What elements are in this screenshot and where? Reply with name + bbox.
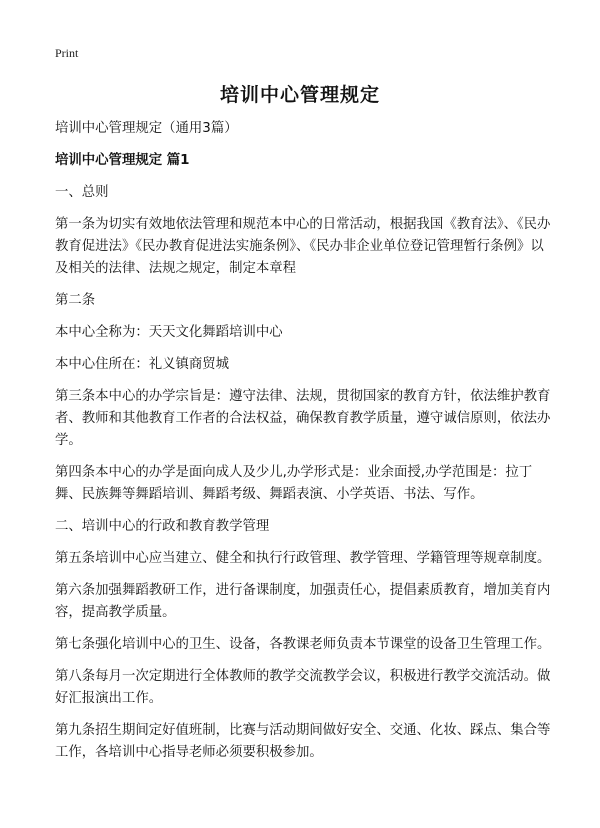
article-7: 第七条强化培训中心的卫生、设备，各教课老师负责本节课堂的设备卫生管理工作。 <box>55 637 551 652</box>
article-1: 第一条为切实有效地依法管理和规范本中心的日常活动，根据我国《教育法》、《民办教育促进法》《民办教育促进法实施条例》、《民办非企业单位登记管理暂行条例》以及相关的法律、法规之规定，制定本章程 <box>55 217 551 276</box>
article-5: 第五条培训中心应当建立、健全和执行行政管理、教学管理、学籍管理等规章制度。 <box>55 551 551 566</box>
print-label: Print <box>55 46 79 60</box>
article-9: 第九条招生期间定好值班制，比赛与活动期间做好安全、交通、化妆、踩点、集合等工作，各培训中心指导老师必须要积极参加。 <box>55 723 551 760</box>
chapter-heading-administration: 二、培训中心的行政和教育教学管理 <box>55 519 270 534</box>
chapter-heading-general: 一、总则 <box>55 185 109 200</box>
center-address: 本中心住所在：礼义镇商贸城 <box>55 357 230 372</box>
article-8: 第八条每月一次定期进行全体教师的教学交流教学会议，积极进行教学交流活动。做好汇报演出工作。 <box>55 669 551 706</box>
article-3: 第三条本中心的办学宗旨是：遵守法律、法规，贯彻国家的教育方针，依法维护教育者、教师和其他教育工作者的合法权益，确保教育教学质量，遵守诚信原则，依法办学。 <box>55 389 551 448</box>
document-title: 培训中心管理规定 <box>219 84 380 106</box>
article-6: 第六条加强舞蹈教研工作，进行备课制度，加强责任心，提倡素质教育，增加美育内容，提高教学质量。 <box>55 583 551 620</box>
section-heading: 培训中心管理规定 篇1 <box>55 153 190 168</box>
paragraph-subheading: 培训中心管理规定（通用3篇） <box>55 121 238 136</box>
article-2-heading: 第二条 <box>55 293 96 308</box>
article-4: 第四条本中心的办学是面向成人及少儿,办学形式是：业余面授,办学范围是：拉丁舞、民族舞等舞蹈培训、舞蹈考级、舞蹈表演、小学英语、书法、写作。 <box>55 465 533 502</box>
document-body <box>55 118 553 774</box>
center-full-name: 本中心全称为：天天文化舞蹈培训中心 <box>55 325 283 340</box>
